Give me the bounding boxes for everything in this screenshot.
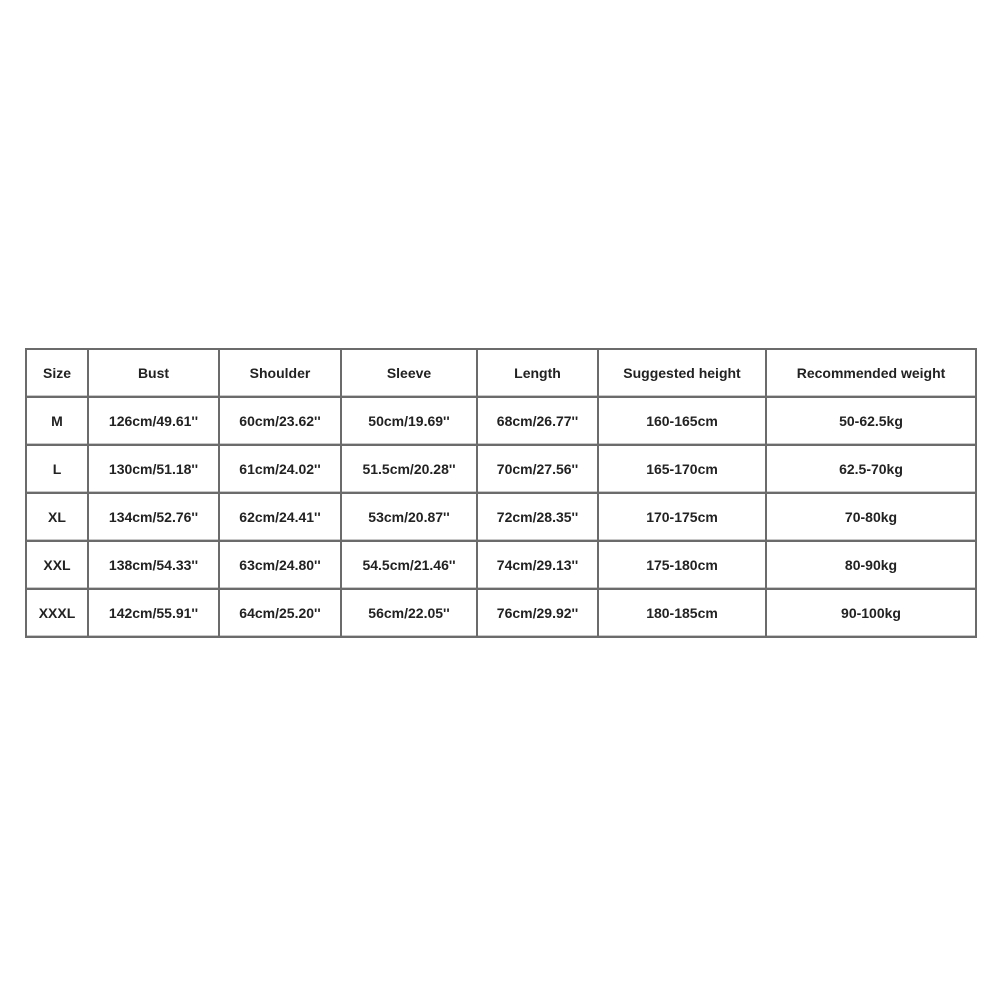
- size-cell: M: [26, 397, 88, 445]
- size-cell: XXXL: [26, 589, 88, 637]
- length-cell: 72cm/28.35'': [477, 493, 598, 541]
- bust-cell: 138cm/54.33'': [88, 541, 219, 589]
- sleeve-cell: 51.5cm/20.28'': [341, 445, 477, 493]
- shoulder-cell: 63cm/24.80'': [219, 541, 341, 589]
- size-cell: L: [26, 445, 88, 493]
- size-cell: XXL: [26, 541, 88, 589]
- height-cell: 165-170cm: [598, 445, 766, 493]
- length-cell: 70cm/27.56'': [477, 445, 598, 493]
- header-cell: Length: [477, 349, 598, 397]
- table-row: [26, 397, 976, 445]
- weight-cell: 62.5-70kg: [766, 445, 976, 493]
- header-row: [26, 349, 976, 397]
- bust-cell: 126cm/49.61'': [88, 397, 219, 445]
- height-cell: 175-180cm: [598, 541, 766, 589]
- sleeve-cell: 53cm/20.87'': [341, 493, 477, 541]
- sleeve-cell: 50cm/19.69'': [341, 397, 477, 445]
- table-row: [26, 493, 976, 541]
- length-cell: 76cm/29.92'': [477, 589, 598, 637]
- weight-cell: 80-90kg: [766, 541, 976, 589]
- size-table: [25, 348, 977, 638]
- length-cell: 74cm/29.13'': [477, 541, 598, 589]
- shoulder-cell: 60cm/23.62'': [219, 397, 341, 445]
- bust-cell: 134cm/52.76'': [88, 493, 219, 541]
- header-cell: Suggested height: [598, 349, 766, 397]
- sleeve-cell: 54.5cm/21.46'': [341, 541, 477, 589]
- bust-cell: 142cm/55.91'': [88, 589, 219, 637]
- table-row: [26, 541, 976, 589]
- table-row: [26, 445, 976, 493]
- header-cell: Shoulder: [219, 349, 341, 397]
- header-cell: Bust: [88, 349, 219, 397]
- height-cell: 180-185cm: [598, 589, 766, 637]
- shoulder-cell: 62cm/24.41'': [219, 493, 341, 541]
- height-cell: 170-175cm: [598, 493, 766, 541]
- size-chart: [25, 348, 975, 638]
- height-cell: 160-165cm: [598, 397, 766, 445]
- header-cell: Recommended weight: [766, 349, 976, 397]
- sleeve-cell: 56cm/22.05'': [341, 589, 477, 637]
- length-cell: 68cm/26.77'': [477, 397, 598, 445]
- weight-cell: 90-100kg: [766, 589, 976, 637]
- header-cell: Size: [26, 349, 88, 397]
- weight-cell: 50-62.5kg: [766, 397, 976, 445]
- header-cell: Sleeve: [341, 349, 477, 397]
- bust-cell: 130cm/51.18'': [88, 445, 219, 493]
- shoulder-cell: 61cm/24.02'': [219, 445, 341, 493]
- weight-cell: 70-80kg: [766, 493, 976, 541]
- size-cell: XL: [26, 493, 88, 541]
- table-row: [26, 589, 976, 637]
- shoulder-cell: 64cm/25.20'': [219, 589, 341, 637]
